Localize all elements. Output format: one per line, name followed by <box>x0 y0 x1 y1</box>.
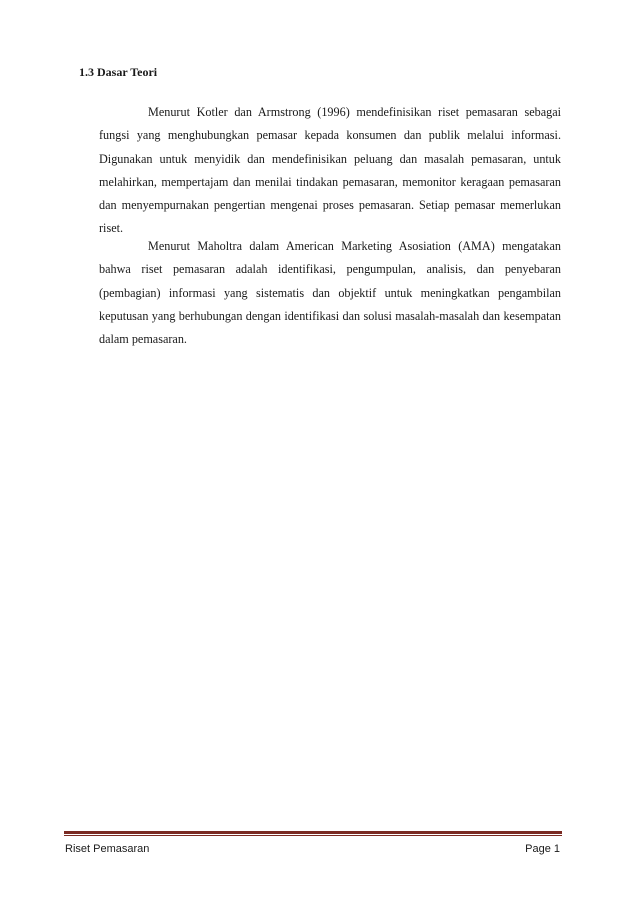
paragraph-kotler-armstrong: Menurut Kotler dan Armstrong (1996) mendefinisikan riset pemasaran sebagai fungsi yang menghubungkan pemasar kepada konsumen dan publik melalui informasi. Digunakan untuk menyidik dan mendefinisikan peluang dan masalah pemasaran, untuk melahirkan, mempertajam dan menilai tindakan pemasaran, memonitor keragaan pemasaran dan menyempurnakan pengertian mengenai proses pemasaran. Setiap pemasar memerlukan riset. <box>99 105 561 236</box>
footer-page-number: Page 1 <box>525 843 560 855</box>
footer-document-title: Riset Pemasaran <box>65 843 150 855</box>
section-heading: 1.3 Dasar Teori <box>79 65 158 79</box>
footer-divider-thin <box>64 835 562 836</box>
paragraph-maholtra-ama: Menurut Maholtra dalam American Marketing Asosiation (AMA) mengatakan bahwa riset pemasaran adalah identifikasi, pengumpulan, analisis, dan penyebaran (pembagian) informasi yang sistematis dan objektif untuk meningkatkan pengambilan keputusan yang berhubungan dengan identifikasi dan solusi masalah-masalah dan kesempatan dalam pemasaran. <box>99 239 561 347</box>
footer-divider-thick <box>64 831 562 834</box>
